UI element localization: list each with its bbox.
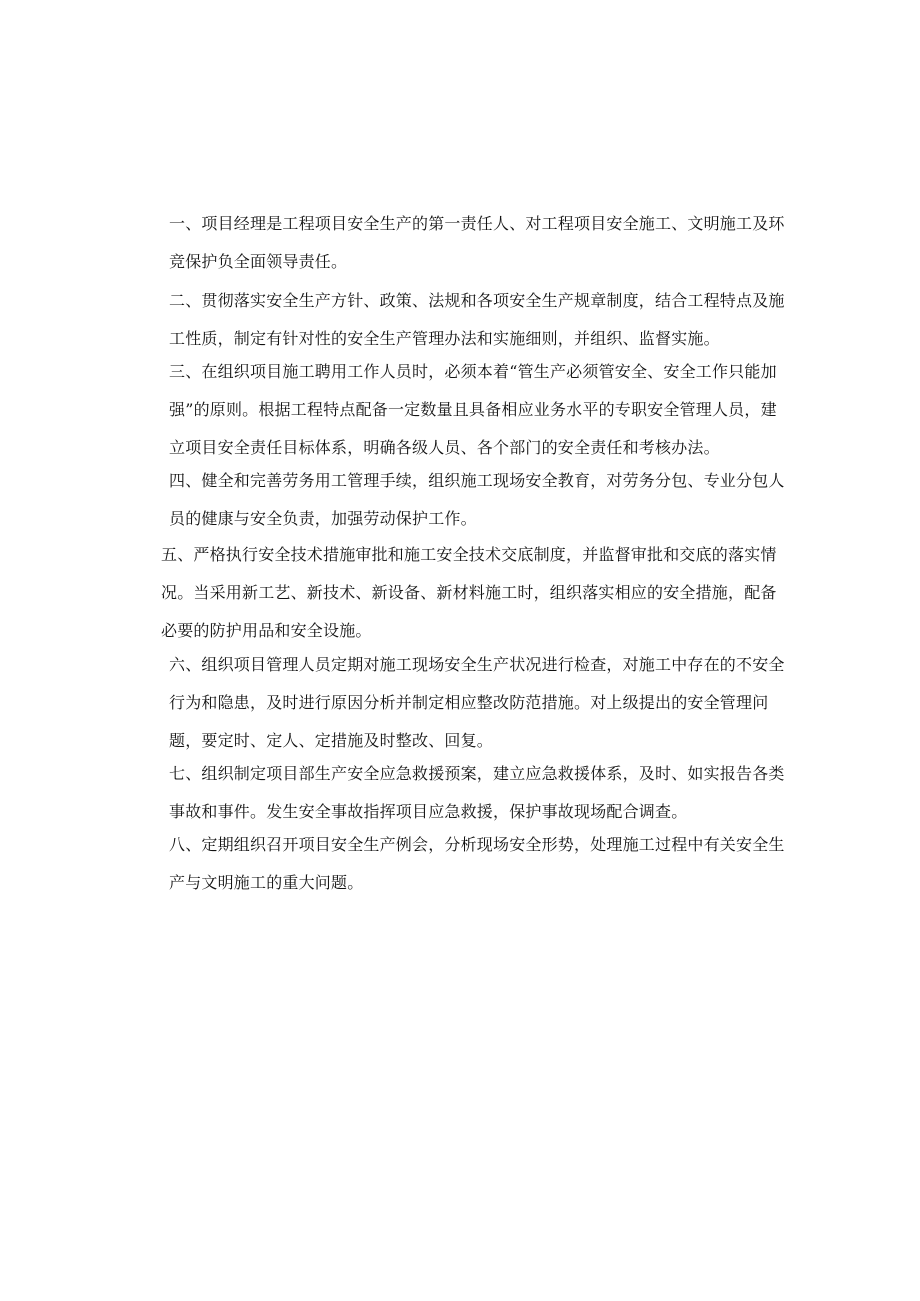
paragraph-4: 四、健全和完善劳务用工管理手续，组织施工现场安全教育，对劳务分包、专业分包人员的健康与安全负责，加强劳动保护工作。 [169,471,785,528]
paragraph-3: 三、在组织项目施工聘用工作人员时，必须本着“管生产必须管安全、安全工作只能加强”的原则。根据工程特点配备一定数量且具备相应业务水平的专职安全管理人员，建立项目安全责任目标体系，明确各级人员、各个部门的安全责任和考核办法。 [169,362,777,457]
paragraph-7: 七、组织制定项目部生产安全应急救援预案，建立应急救援体系，及时、如实报告各类事故和事件。发生安全事故指挥项目应急救援，保护事故现场配合调查。 [169,764,785,821]
paragraph-1: 一、项目经理是工程项目安全生产的第一责任人、对工程项目安全施工、文明施工及环竞保护负全面领导责任。 [169,214,785,271]
paragraph-8: 八、定期组织召开项目安全生产例会，分析现场安全形势，处理施工过程中有关安全生产与文明施工的重大问题。 [169,835,785,892]
paragraph-2: 二、贯彻落实安全生产方针、政策、法规和各项安全生产规章制度，结合工程特点及施工性质，制定有针对性的安全生产管理办法和实施细则，并组织、监督实施。 [169,291,785,348]
paragraph-6: 六、组织项目管理人员定期对施工现场安全生产状况进行检查，对施工中存在的不安全行为和隐患，及时进行原因分析并制定相应整改防范措施。对上级提出的安全管理问题，要定时、定人、定措施及时整改、回复。 [169,655,785,750]
paragraph-5: 五、严格执行安全技术措施审批和施工安全技术交底制度，并监督审批和交底的落实情况。当采用新工艺、新技术、新设备、新材料施工时，组织落实相应的安全措施，配备必要的防护用品和安全设施。 [161,545,777,640]
